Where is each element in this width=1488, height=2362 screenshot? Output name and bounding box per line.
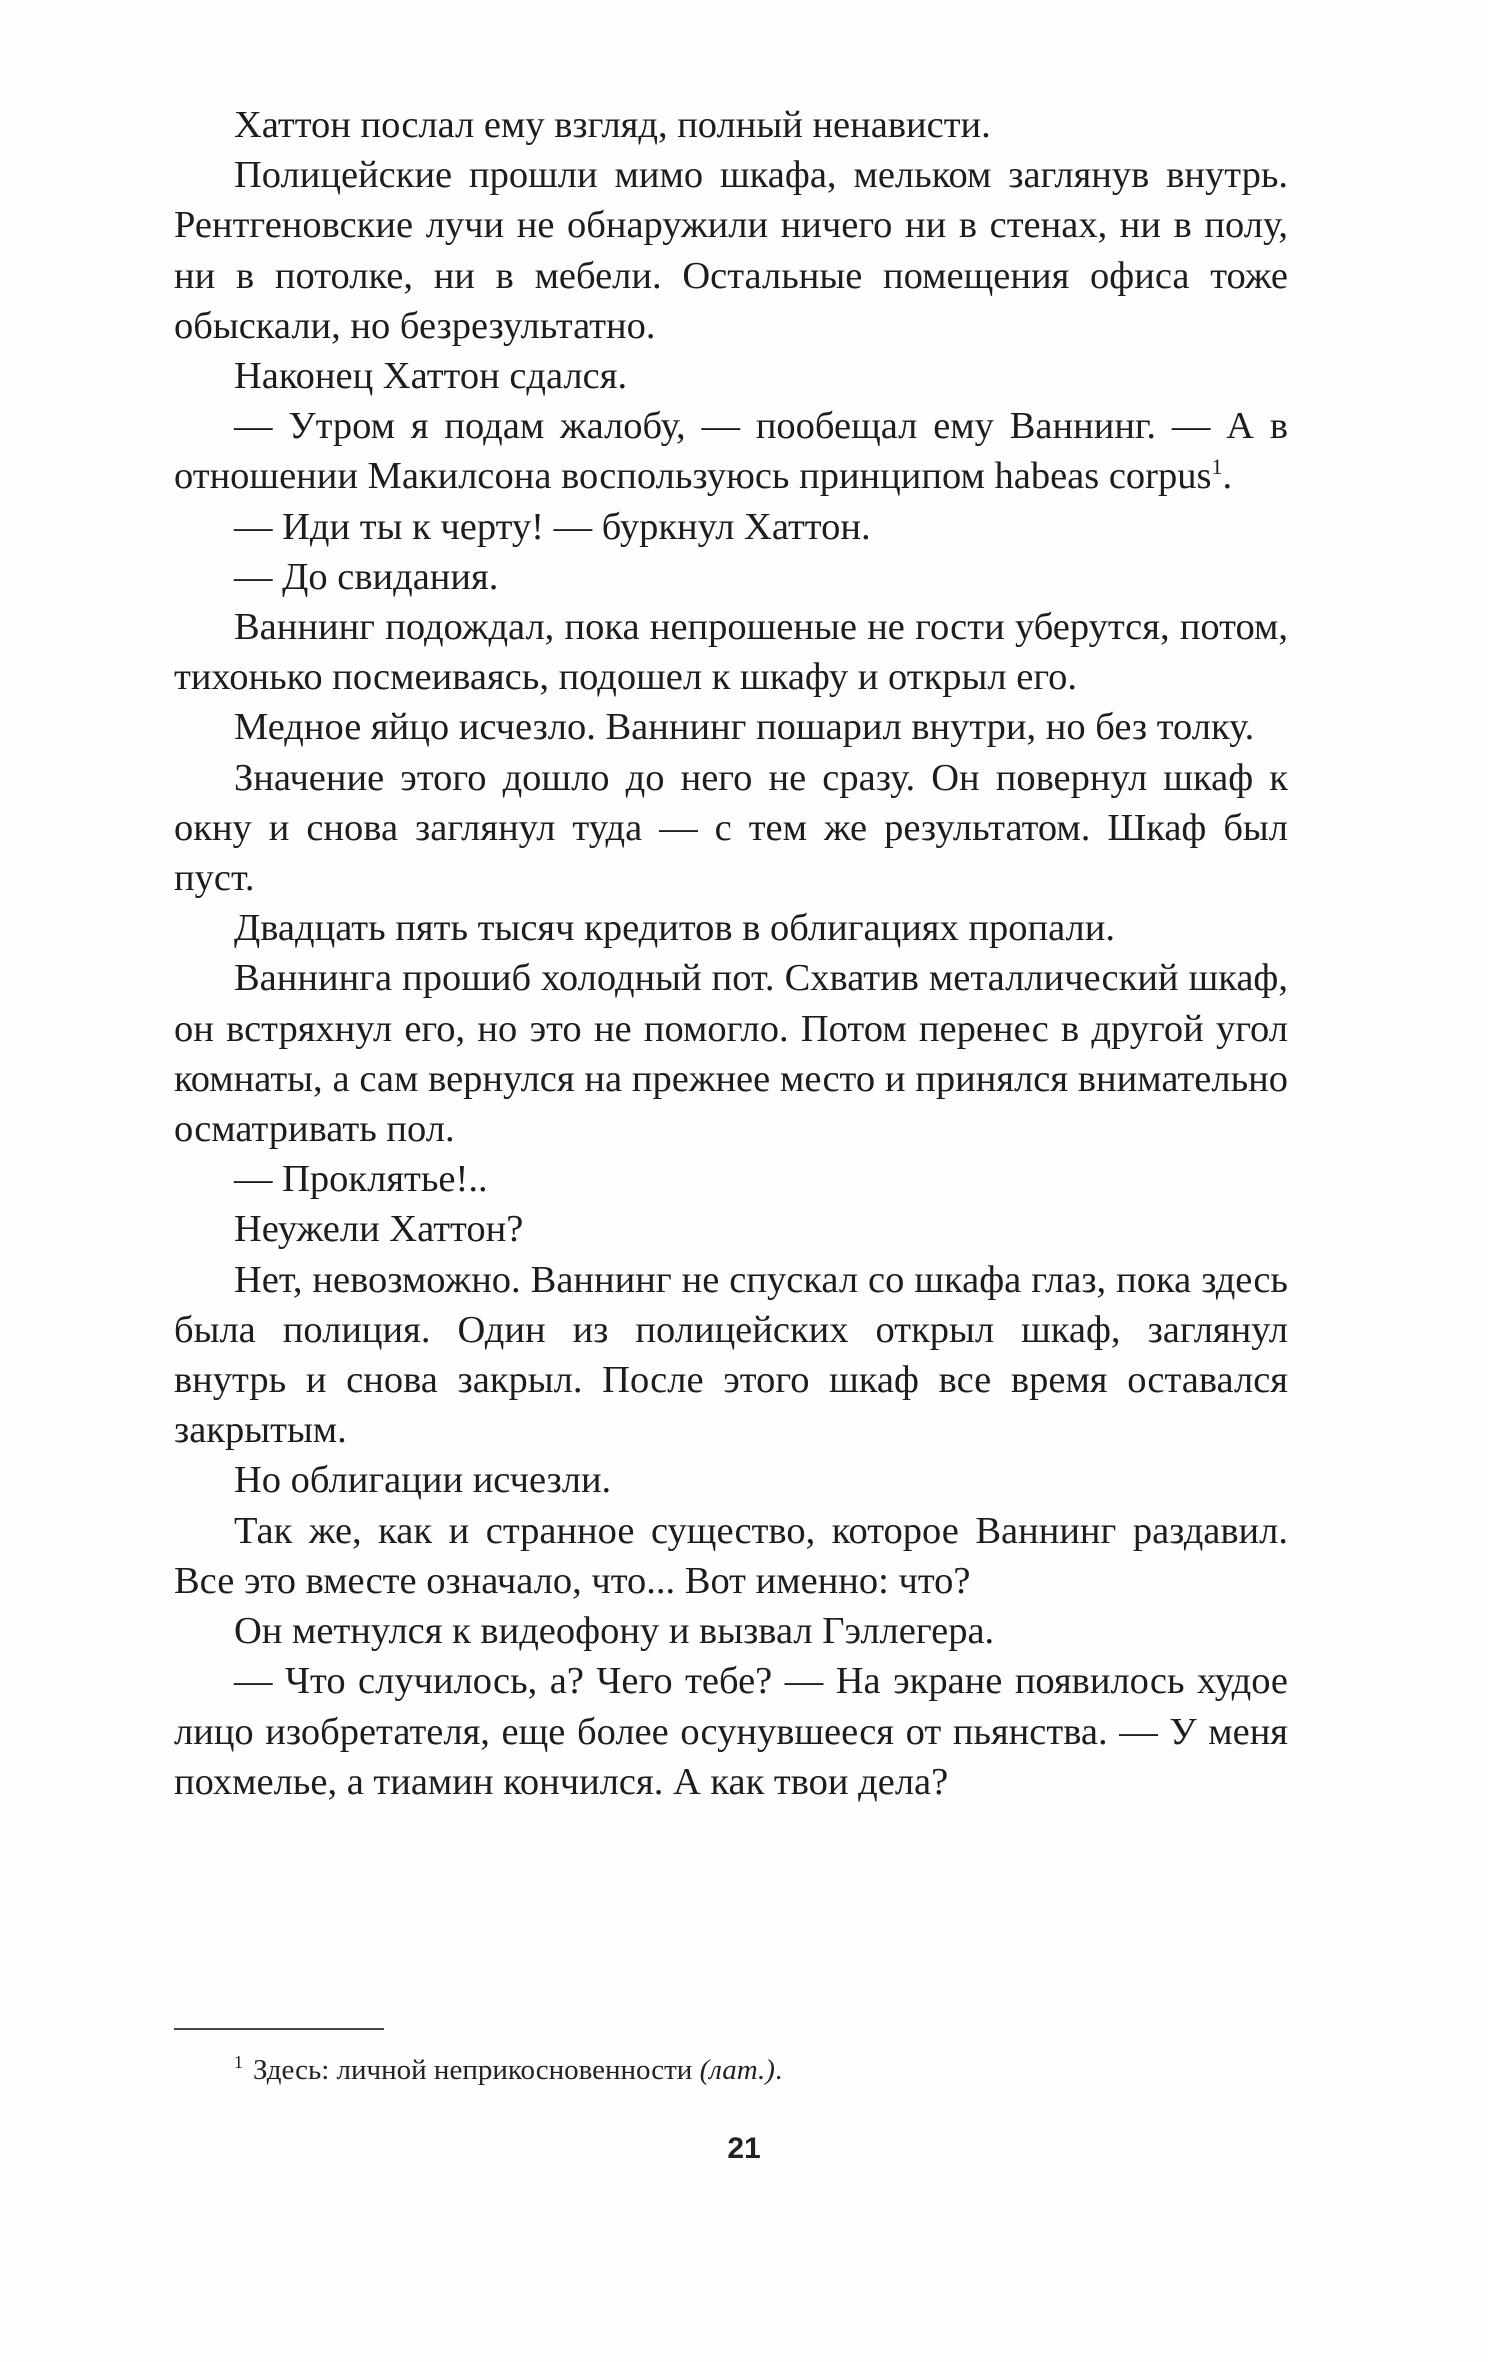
footnote-tail: .	[774, 2054, 783, 2086]
paragraph: Хаттон послал ему взгляд, полный ненависти.	[234, 104, 991, 146]
paragraph: — Проклятье!..	[234, 1158, 488, 1201]
paragraph: Полицейские прошли мимо шкафа, мельком заглянув внутрь. Рентгеновские лучи не обнаружили ничего ни в стенах, ни в полу, ни в потолке, ни в мебели. Остальные помещения офиса тоже обыскали, но безрезультатно.	[174, 154, 1288, 347]
footnote-text: Здесь: личной неприкосновенности	[253, 2054, 700, 2086]
paragraph-text: — Утром я подам жалобу, — пообещал ему Ваннинг. — А в отношении Макилсона воспользуюсь принципом habeas corpus	[174, 405, 1288, 498]
paragraph: — Что случилось, а? Чего тебе? — На экране появилось худое лицо изобретателя, еще более осунувшееся от пьянства. — У меня похмелье, а тиамин кончился. А как твои дела?	[174, 1660, 1288, 1803]
paragraph: Он метнулся к видеофону и вызвал Гэллегера.	[234, 1610, 995, 1653]
paragraph: Но облигации исчезли.	[234, 1459, 612, 1502]
body-text	[174, 100, 1288, 1807]
footnote-divider	[174, 2028, 384, 2030]
footnote-reference[interactable]: 1	[1211, 454, 1223, 480]
paragraph-tail: .	[1222, 455, 1233, 498]
paragraph: Значение этого дошло до него не сразу. Он повернул шкаф к окну и снова заглянул туда — с тем же результатом. Шкаф был пуст.	[174, 756, 1288, 900]
paragraph: Наконец Хаттон сдался.	[234, 355, 628, 398]
footnote-mark: 1	[234, 2052, 243, 2073]
page-number: 21	[727, 2132, 761, 2165]
paragraph-with-footnote	[174, 401, 1288, 501]
paragraph: Ваннинг подождал, пока непрошеные не гости уберутся, потом, тихонько посмеиваясь, подошел к шкафу и открыл его.	[174, 606, 1288, 699]
paragraph: Неужели Хаттон?	[234, 1208, 524, 1251]
paragraph: Медное яйцо исчезло. Ваннинг пошарил внутри, но без толку.	[234, 706, 1255, 749]
footnote-emphasis: (лат.)	[699, 2054, 775, 2086]
paragraph: Нет, невозможно. Ваннинг не спускал со шкафа глаз, пока здесь была полиция. Один из полицейских открыл шкаф, заглянул внутрь и снова закрыл. После этого шкаф все время оставался закрытым.	[174, 1258, 1288, 1452]
paragraph: Ваннинга прошиб холодный пот. Схватив металлический шкаф, он встряхнул его, но это не помогло. Потом перенес в другой угол комнаты, а сам вернулся на прежнее место и принялся внимательно осматривать пол.	[174, 957, 1288, 1151]
paragraph: — До свидания.	[234, 555, 499, 598]
footnote	[234, 2050, 1274, 2090]
paragraph: Двадцать пять тысяч кредитов в облигациях пропали.	[234, 907, 1115, 950]
paragraph: — Иди ты к черту! — буркнул Хаттон.	[234, 505, 871, 548]
paragraph: Так же, как и странное существо, которое Ваннинг раздавил. Все это вместе означало, что... Вот именно: что?	[174, 1509, 1288, 1602]
